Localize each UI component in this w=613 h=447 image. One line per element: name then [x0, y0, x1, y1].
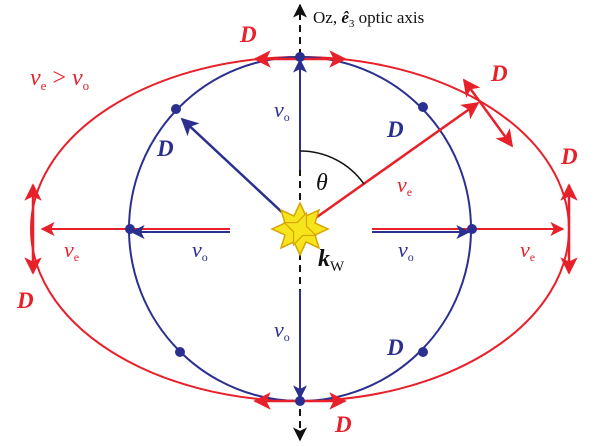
dot-lower-left [175, 347, 185, 357]
ve-label-diagonal: ve [397, 172, 413, 199]
vo-label-right: vo [398, 237, 414, 264]
theta-arc [300, 151, 364, 184]
ve-label-left: ve [64, 237, 80, 264]
velocity-relation-label: $v_e > v_o$ [30, 65, 90, 93]
vo-label-left: vo [192, 237, 208, 264]
d-label-bottom: D [335, 412, 352, 437]
theta-label: θ [316, 170, 328, 196]
dot-top [295, 52, 305, 62]
dot-right [467, 224, 477, 234]
vo-label-bottom: vo [274, 317, 290, 344]
optic-axis-label: Oz, $ê_3$ optic axis [313, 8, 425, 30]
dot-left [125, 224, 135, 234]
d-label-blue-upper-left: D [157, 136, 174, 161]
wave-vector-label: $k_W$ [318, 246, 345, 275]
d-label-left: D [17, 288, 34, 313]
vo-label-top: vo [274, 97, 290, 124]
d-label-blue-lower-right: D [387, 335, 404, 360]
d-label-right: D [561, 144, 578, 169]
dot-lower-right [418, 347, 428, 357]
dot-upper-right [418, 102, 428, 112]
d-label-diagonal: D [491, 61, 508, 86]
d-arrow-diagonal [464, 80, 512, 146]
dot-bottom [295, 396, 305, 406]
dot-upper-left [171, 104, 181, 114]
ve-label-right: ve [520, 237, 536, 264]
d-label-top: D [240, 22, 257, 47]
d-label-blue-upper-right: D [387, 117, 404, 142]
